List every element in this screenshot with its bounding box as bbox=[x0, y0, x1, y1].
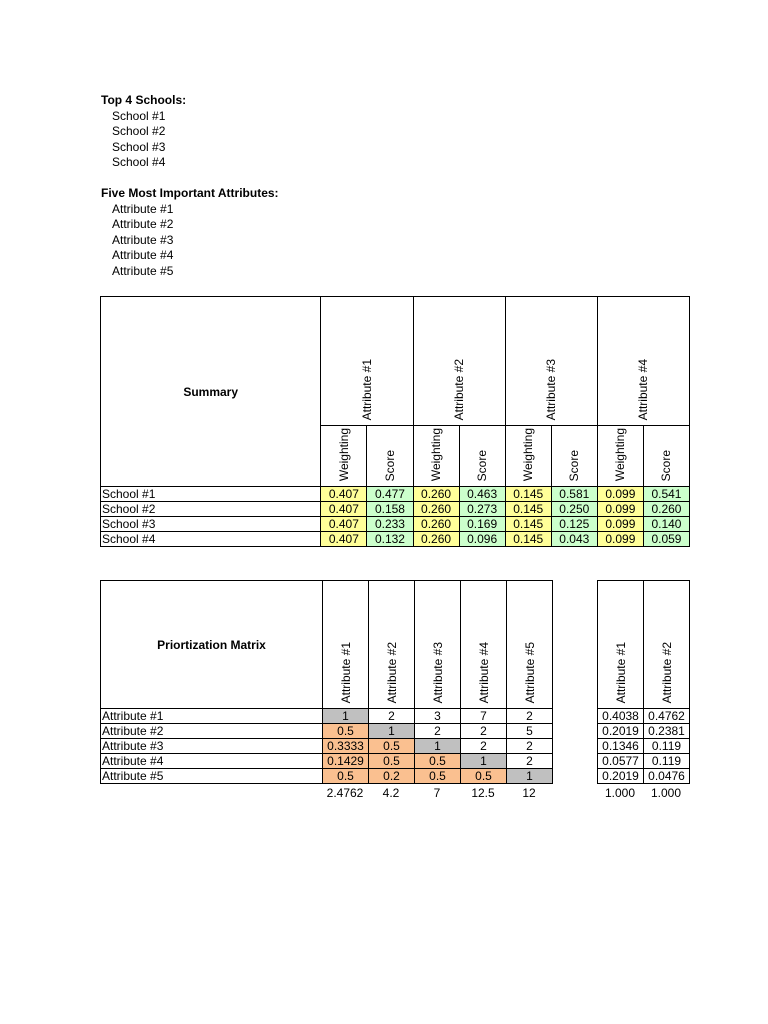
matrix-totals-row bbox=[322, 786, 552, 800]
weighting-cell: 0.099 bbox=[597, 532, 643, 547]
normalized-cell: 0.4038 bbox=[598, 709, 644, 724]
matrix-column-header: Attribute #1 bbox=[323, 581, 369, 709]
score-header: Score bbox=[459, 426, 505, 487]
matrix-cell: 2 bbox=[461, 739, 507, 754]
score-cell: 0.273 bbox=[459, 502, 505, 517]
weighting-cell: 0.260 bbox=[413, 487, 459, 502]
matrix-cell: 2 bbox=[507, 739, 553, 754]
normalized-cell: 0.0577 bbox=[598, 754, 644, 769]
matrix-title: Priortization Matrix bbox=[101, 581, 323, 709]
normalized-cell: 0.4762 bbox=[644, 709, 690, 724]
normalized-table bbox=[597, 580, 690, 784]
row-label: School #3 bbox=[101, 517, 321, 532]
row-label: School #4 bbox=[101, 532, 321, 547]
summary-row bbox=[101, 517, 690, 532]
school-list-item: School #4 bbox=[112, 155, 166, 169]
matrix-cell: 2 bbox=[507, 709, 553, 724]
row-label: Attribute #3 bbox=[101, 739, 323, 754]
weighting-cell: 0.145 bbox=[505, 487, 551, 502]
weighting-cell: 0.260 bbox=[413, 532, 459, 547]
matrix-total: 4.2 bbox=[382, 786, 400, 800]
matrix-cell: 1 bbox=[461, 754, 507, 769]
normalized-total: 1.000 bbox=[604, 786, 636, 800]
weighting-cell: 0.407 bbox=[321, 487, 367, 502]
score-header: Score bbox=[367, 426, 413, 487]
summary-row bbox=[101, 502, 690, 517]
score-cell: 0.477 bbox=[367, 487, 413, 502]
weighting-cell: 0.145 bbox=[505, 532, 551, 547]
school-list-item: School #1 bbox=[112, 109, 166, 123]
attribute-list-item: Attribute #4 bbox=[112, 248, 174, 262]
matrix-cell: 2 bbox=[415, 724, 461, 739]
row-label: School #1 bbox=[101, 487, 321, 502]
summary-title: Summary bbox=[101, 297, 321, 487]
matrix-total: 12.5 bbox=[471, 786, 495, 800]
weighting-header: Weighting bbox=[505, 426, 551, 487]
summary-row bbox=[101, 532, 690, 547]
matrix-cell: 0.5 bbox=[415, 769, 461, 784]
matrix-total: 7 bbox=[433, 786, 441, 800]
matrix-row bbox=[101, 709, 553, 724]
matrix-row bbox=[101, 754, 553, 769]
score-cell: 0.260 bbox=[643, 502, 689, 517]
normalized-cell: 0.119 bbox=[644, 739, 690, 754]
normalized-total: 1.000 bbox=[650, 786, 682, 800]
matrix-cell: 3 bbox=[415, 709, 461, 724]
score-cell: 0.233 bbox=[367, 517, 413, 532]
weighting-header: Weighting bbox=[321, 426, 367, 487]
weighting-cell: 0.099 bbox=[597, 502, 643, 517]
matrix-column-header: Attribute #3 bbox=[415, 581, 461, 709]
top-schools-heading: Top 4 Schools: bbox=[101, 93, 187, 107]
matrix-cell: 0.5 bbox=[415, 754, 461, 769]
row-label: Attribute #4 bbox=[101, 754, 323, 769]
summary-group-header: Attribute #2 bbox=[413, 297, 505, 426]
score-cell: 0.096 bbox=[459, 532, 505, 547]
matrix-row bbox=[101, 739, 553, 754]
row-label: Attribute #5 bbox=[101, 769, 323, 784]
normalized-cell: 0.0476 bbox=[644, 769, 690, 784]
matrix-column-header: Attribute #5 bbox=[507, 581, 553, 709]
matrix-cell: 1 bbox=[507, 769, 553, 784]
weighting-cell: 0.260 bbox=[413, 517, 459, 532]
matrix-column-header: Attribute #4 bbox=[461, 581, 507, 709]
school-list-item: School #2 bbox=[112, 124, 166, 138]
normalized-row bbox=[598, 709, 690, 724]
weighting-cell: 0.260 bbox=[413, 502, 459, 517]
weighting-cell: 0.145 bbox=[505, 517, 551, 532]
matrix-total: 12 bbox=[522, 786, 536, 800]
score-cell: 0.059 bbox=[643, 532, 689, 547]
normalized-column-header: Attribute #1 bbox=[598, 581, 644, 709]
attribute-list-item: Attribute #1 bbox=[112, 202, 174, 216]
score-cell: 0.043 bbox=[551, 532, 597, 547]
matrix-cell: 0.5 bbox=[323, 769, 369, 784]
matrix-cell: 0.3333 bbox=[323, 739, 369, 754]
matrix-cell: 2 bbox=[461, 724, 507, 739]
summary-table bbox=[100, 296, 690, 547]
matrix-cell: 1 bbox=[415, 739, 461, 754]
weighting-cell: 0.407 bbox=[321, 517, 367, 532]
normalized-cell: 0.1346 bbox=[598, 739, 644, 754]
matrix-row bbox=[101, 769, 553, 784]
score-cell: 0.125 bbox=[551, 517, 597, 532]
normalized-cell: 0.2019 bbox=[598, 769, 644, 784]
normalized-cell: 0.2019 bbox=[598, 724, 644, 739]
school-list-item: School #3 bbox=[112, 140, 166, 154]
matrix-cell: 1 bbox=[369, 724, 415, 739]
matrix-cell: 0.5 bbox=[323, 724, 369, 739]
summary-group-header: Attribute #4 bbox=[597, 297, 689, 426]
matrix-cell: 5 bbox=[507, 724, 553, 739]
normalized-row bbox=[598, 769, 690, 784]
weighting-cell: 0.099 bbox=[597, 517, 643, 532]
prioritization-matrix bbox=[100, 580, 553, 784]
normalized-column-header: Attribute #2 bbox=[644, 581, 690, 709]
score-cell: 0.158 bbox=[367, 502, 413, 517]
normalized-row bbox=[598, 739, 690, 754]
matrix-row bbox=[101, 724, 553, 739]
matrix-cell: 1 bbox=[323, 709, 369, 724]
normalized-row bbox=[598, 724, 690, 739]
weighting-cell: 0.099 bbox=[597, 487, 643, 502]
matrix-cell: 0.5 bbox=[461, 769, 507, 784]
score-cell: 0.250 bbox=[551, 502, 597, 517]
score-cell: 0.169 bbox=[459, 517, 505, 532]
matrix-total: 2.4762 bbox=[326, 786, 364, 800]
matrix-cell: 2 bbox=[507, 754, 553, 769]
normalized-cell: 0.2381 bbox=[644, 724, 690, 739]
score-cell: 0.132 bbox=[367, 532, 413, 547]
summary-row bbox=[101, 487, 690, 502]
row-label: Attribute #1 bbox=[101, 709, 323, 724]
summary-group-header: Attribute #1 bbox=[321, 297, 413, 426]
score-cell: 0.581 bbox=[551, 487, 597, 502]
normalized-totals-row bbox=[597, 786, 689, 800]
row-label: Attribute #2 bbox=[101, 724, 323, 739]
attribute-list-item: Attribute #3 bbox=[112, 233, 174, 247]
weighting-cell: 0.407 bbox=[321, 502, 367, 517]
normalized-row bbox=[598, 754, 690, 769]
row-label: School #2 bbox=[101, 502, 321, 517]
weighting-cell: 0.407 bbox=[321, 532, 367, 547]
attribute-list-item: Attribute #5 bbox=[112, 264, 174, 278]
matrix-cell: 0.5 bbox=[369, 754, 415, 769]
matrix-cell: 7 bbox=[461, 709, 507, 724]
matrix-column-header: Attribute #2 bbox=[369, 581, 415, 709]
matrix-cell: 0.2 bbox=[369, 769, 415, 784]
weighting-header: Weighting bbox=[597, 426, 643, 487]
attribute-list-item: Attribute #2 bbox=[112, 217, 174, 231]
weighting-cell: 0.145 bbox=[505, 502, 551, 517]
matrix-cell: 0.5 bbox=[369, 739, 415, 754]
score-header: Score bbox=[643, 426, 689, 487]
score-cell: 0.140 bbox=[643, 517, 689, 532]
summary-group-header: Attribute #3 bbox=[505, 297, 597, 426]
normalized-cell: 0.119 bbox=[644, 754, 690, 769]
score-cell: 0.463 bbox=[459, 487, 505, 502]
weighting-header: Weighting bbox=[413, 426, 459, 487]
matrix-cell: 0.1429 bbox=[323, 754, 369, 769]
score-header: Score bbox=[551, 426, 597, 487]
attributes-heading: Five Most Important Attributes: bbox=[101, 186, 279, 200]
matrix-cell: 2 bbox=[369, 709, 415, 724]
score-cell: 0.541 bbox=[643, 487, 689, 502]
